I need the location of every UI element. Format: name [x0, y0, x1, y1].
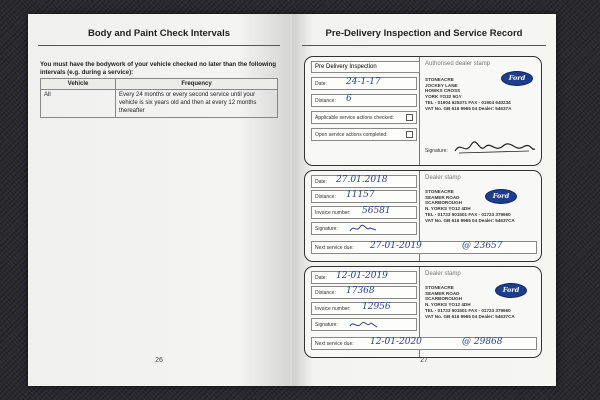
stamp-line: VAT No. GB 616 9965 04 Dealer: 54637CA: [425, 217, 515, 223]
date-label: Date:: [315, 274, 327, 281]
service-booklet: [28, 14, 556, 386]
next-service-distance: @ 23657: [462, 241, 503, 251]
service2-distance-row: [311, 286, 417, 299]
vehicle-column-header: Vehicle: [41, 79, 116, 90]
service-card-1: [304, 170, 542, 262]
next-service-label: Next service due:: [315, 244, 354, 251]
stamp-line: HOWKS CROSS: [425, 88, 461, 94]
stamp-line: STONEACRE: [425, 285, 454, 290]
stamp-line: TEL - 01723 501501 FAX - 01723 379660: [425, 307, 511, 313]
right-title-rule: [302, 45, 546, 46]
table-row: [41, 90, 278, 118]
stamp-line: TEL - 01904 625371 FAX - 01904 640234: [425, 99, 511, 105]
pdi-distance-row: [311, 94, 417, 107]
date-value: 27.01.2018: [336, 175, 388, 185]
distance-label: Distance:: [315, 193, 336, 200]
stamp-line: SCARBOROUGH: [425, 200, 463, 206]
date-label: Date:: [315, 80, 327, 87]
pdi-signature-scribble: [453, 139, 537, 157]
next-service-date: 27-01-2019: [370, 241, 422, 251]
service2-signature-scribble: [348, 319, 378, 330]
stamp-line: N. YORKS YO12 4DH: [425, 206, 471, 212]
stamp-line: VAT No. GB 616 9965 04 Dealer: 54637A: [425, 105, 512, 111]
distance-value: 11157: [346, 190, 375, 200]
service2-date-row: [311, 271, 417, 284]
left-page-number: 26: [155, 357, 163, 364]
intervals-table: [40, 78, 278, 118]
right-page-title: Pre-Delivery Inspection and Service Record: [325, 28, 523, 39]
pdi-card: [304, 56, 542, 166]
distance-value: 6: [346, 94, 352, 104]
pdi-dealer-stamp: [425, 77, 511, 111]
service2-signature-row: [311, 318, 417, 331]
service2-next-row: [311, 337, 537, 350]
card-divider: [419, 57, 420, 165]
invoice-label: Invoice number:: [315, 209, 351, 216]
stamp-line: YORK YO32 9GY: [425, 94, 462, 100]
stamp-line: TEL - 01723 501501 FAX - 01723 379660: [425, 211, 511, 217]
frequency-column-header: Frequency: [116, 79, 278, 90]
stamp-line: SEAMER ROAD: [425, 290, 460, 296]
distance-label: Distance:: [315, 289, 336, 296]
signature-label: Signature:: [315, 225, 338, 232]
signature-label: Signature:: [315, 321, 338, 328]
service1-signature-row: [311, 222, 417, 235]
pdi-signature-label: Signature:: [425, 148, 448, 154]
stamp-line: STONEACRE: [425, 189, 454, 194]
service1-dealer-title: Dealer stamp: [425, 175, 461, 181]
service1-distance-row: [311, 190, 417, 203]
frequency-cell: Every 24 months or every second service until your vehicle is six years old and then at every 12 months thereafter: [116, 90, 278, 118]
left-page: [28, 14, 290, 386]
pdi-date-row: [311, 77, 417, 90]
ford-logo: Ford: [485, 189, 517, 204]
service1-signature-scribble: [348, 223, 378, 234]
distance-value: 17368: [346, 286, 375, 296]
date-label: Date:: [315, 178, 327, 185]
ford-logo: Ford: [501, 71, 533, 86]
pdi-applicable-row: [311, 111, 417, 124]
pdi-title: Pre Delivery Inspection: [311, 61, 420, 73]
service2-invoice-row: [311, 302, 417, 315]
stamp-line: JOCKEY LANE: [425, 82, 458, 88]
service-card-2: [304, 266, 542, 358]
stamp-line: STONEACRE: [425, 77, 454, 82]
applicable-checkbox[interactable]: [406, 114, 413, 121]
intervals-intro: You must have the bodywork of your vehicle checked no later than the following intervals (e.g. during a service):: [40, 61, 277, 76]
pdi-dealer-title: Authorised dealer stamp: [425, 61, 491, 67]
left-title-rule: [38, 45, 280, 46]
stamp-line: N. YORKS YO12 4DH: [425, 302, 471, 308]
applicable-label: Applicable service actions checked:: [315, 114, 394, 121]
right-page: [292, 14, 556, 386]
next-service-label: Next service due:: [315, 340, 354, 347]
service1-invoice-row: [311, 206, 417, 219]
open-label: Open service actions completed:: [315, 131, 388, 138]
next-service-distance: @ 29868: [462, 337, 503, 347]
ford-logo: Ford: [495, 283, 527, 298]
open-checkbox[interactable]: [406, 131, 413, 138]
stamp-line: SEAMER ROAD: [425, 194, 460, 200]
date-value: 24-1-17: [346, 77, 381, 87]
distance-label: Distance:: [315, 97, 336, 104]
pdi-open-row: [311, 128, 417, 141]
right-page-number: 27: [420, 357, 428, 364]
invoice-value: 56581: [362, 206, 391, 216]
service2-dealer-title: Dealer stamp: [425, 271, 461, 277]
service1-date-row: [311, 175, 417, 188]
invoice-value: 12956: [362, 302, 391, 312]
stamp-line: SCARBOROUGH: [425, 296, 463, 302]
date-value: 12-01-2019: [336, 271, 388, 281]
invoice-label: Invoice number:: [315, 305, 351, 312]
next-service-date: 12-01-2020: [370, 337, 422, 347]
service1-next-row: [311, 241, 537, 254]
left-page-title: Body and Paint Check Intervals: [87, 28, 230, 39]
stamp-line: VAT No. GB 616 9965 04 Dealer: 54637CA: [425, 313, 515, 319]
vehicle-cell: All: [41, 90, 116, 118]
